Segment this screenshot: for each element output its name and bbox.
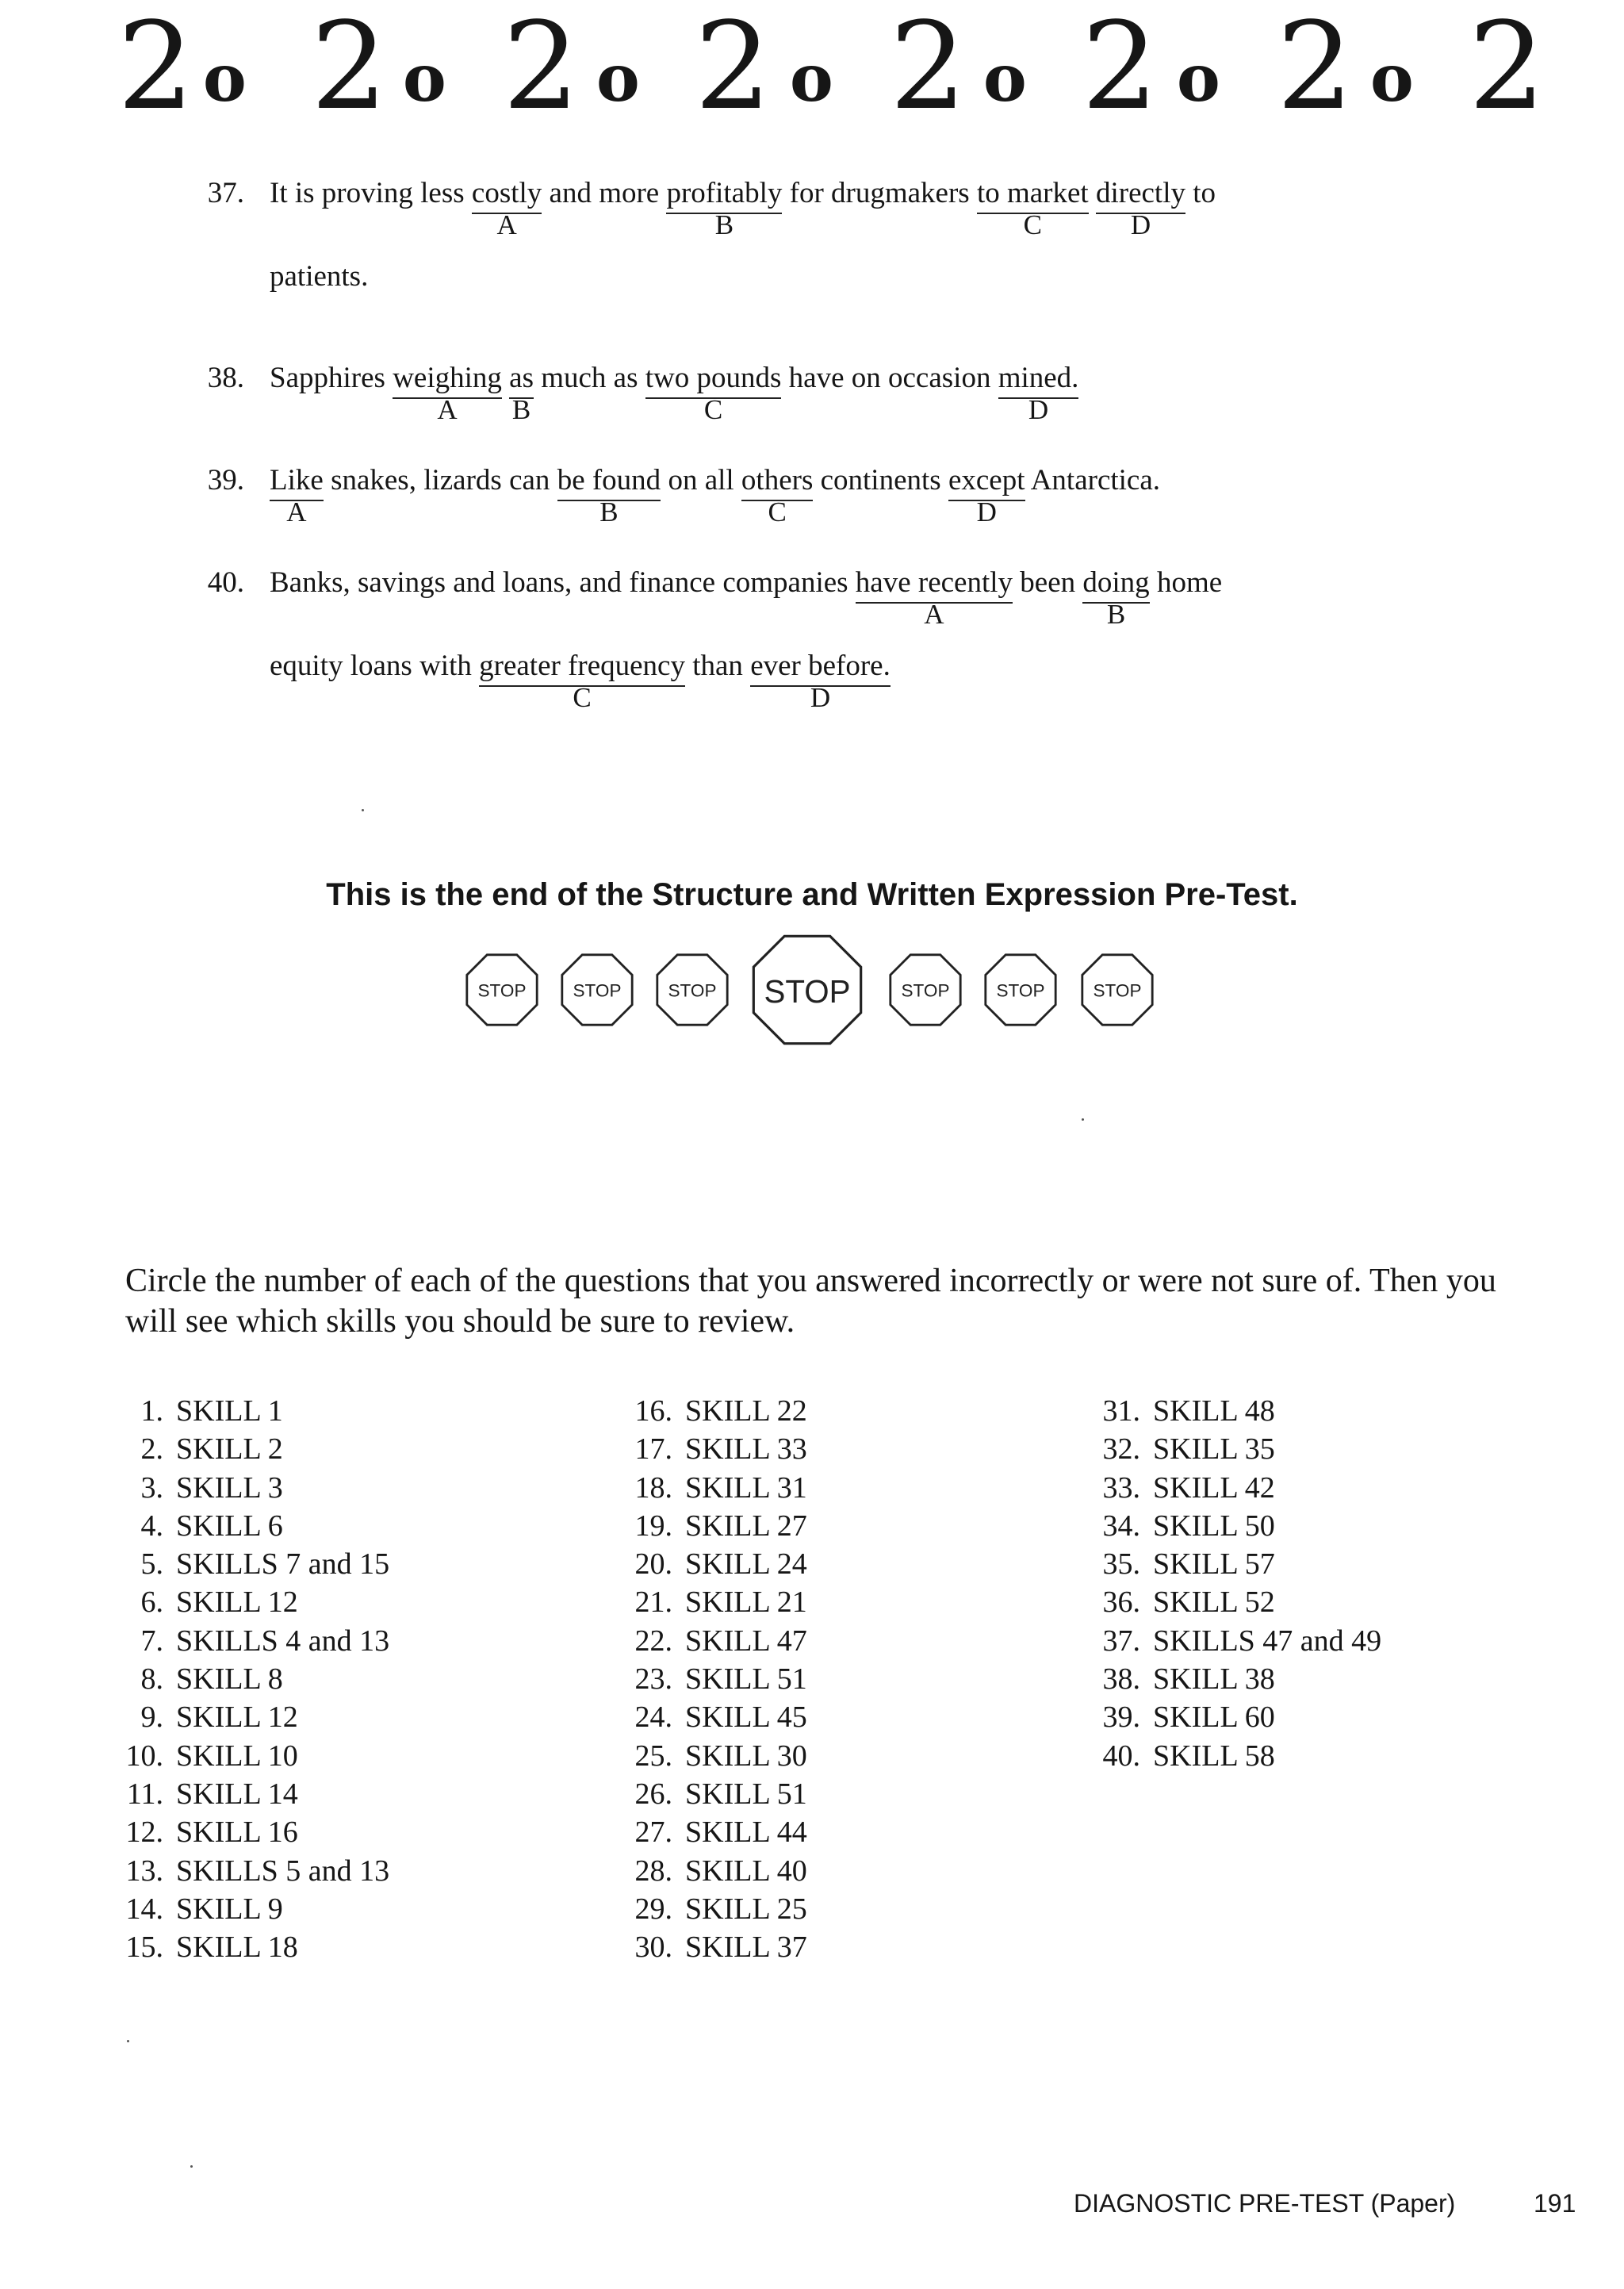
header-digit-two: 2	[503, 0, 580, 136]
skill-question-number: 8.	[140, 1662, 163, 1697]
header-circle-glyph: o	[1370, 40, 1414, 117]
question-text: and more	[542, 177, 667, 209]
skill-question-number: 21.	[634, 1585, 672, 1620]
header-digit-two: 2	[1469, 0, 1545, 136]
header-circle-glyph: o	[790, 40, 833, 117]
skill-question-number: 19.	[634, 1509, 672, 1543]
footer-section-title: DIAGNOSTIC PRE-TEST (Paper)	[1074, 2189, 1456, 2218]
skill-reference: SKILL 25	[685, 1892, 807, 1926]
option-letter: A	[924, 599, 944, 630]
question-text	[1089, 177, 1096, 209]
question-text: continents	[813, 464, 948, 497]
option-letter: C	[703, 394, 723, 425]
skill-reference: SKILL 35	[1153, 1432, 1275, 1467]
underlined-option	[270, 463, 324, 527]
skill-list-item	[125, 1852, 389, 1890]
question-number: 39.	[207, 464, 244, 497]
question-text: much as	[533, 362, 645, 394]
skill-question-number: 33.	[1102, 1470, 1140, 1505]
stop-sign	[888, 953, 963, 1027]
skill-question-number: 36.	[1102, 1585, 1140, 1620]
skill-list-item	[125, 1469, 389, 1507]
skill-question-number: 34.	[1102, 1509, 1140, 1543]
header-digit-two: 2	[1082, 0, 1159, 136]
skill-question-number: 25.	[634, 1739, 672, 1773]
skill-list-item	[617, 1737, 807, 1775]
question-text: to	[1185, 177, 1216, 209]
option-letter: C	[1023, 209, 1043, 240]
question-text: Antarctica.	[1025, 464, 1161, 497]
skill-question-number: 10.	[125, 1739, 163, 1773]
header-digit-two: 2	[1277, 0, 1354, 136]
option-letter: D	[1130, 209, 1151, 240]
option-letter: A	[286, 497, 307, 527]
skill-reference: SKILL 12	[176, 1700, 298, 1735]
option-letter: A	[437, 394, 458, 425]
skill-reference: SKILL 47	[685, 1624, 807, 1658]
option-letter: B	[714, 209, 734, 240]
header-digit-two: 2	[695, 0, 772, 136]
skill-reference: SKILL 37	[685, 1931, 807, 1965]
underlined-option	[976, 176, 1089, 240]
stop-sign	[655, 953, 730, 1027]
question-number: 38.	[207, 362, 244, 394]
skill-list-item	[617, 1813, 807, 1851]
skill-question-number: 38.	[1102, 1662, 1140, 1697]
question-text: home	[1149, 566, 1223, 599]
underlined-option	[393, 361, 502, 425]
skill-reference: SKILL 16	[176, 1815, 298, 1850]
skill-reference: SKILL 33	[685, 1432, 807, 1467]
skill-question-number: 22.	[634, 1624, 672, 1658]
scan-speck	[1082, 1118, 1084, 1121]
skill-list-item	[617, 1660, 807, 1698]
skill-reference: SKILL 38	[1153, 1662, 1275, 1697]
skill-question-number: 2.	[140, 1432, 163, 1467]
scan-speck	[127, 2040, 129, 2042]
skill-list-item	[125, 1507, 389, 1545]
skill-list-item	[617, 1469, 807, 1507]
skill-list-item	[1085, 1392, 1381, 1430]
skill-list-item	[1085, 1545, 1381, 1583]
skills-column-3	[1085, 1392, 1381, 1775]
footer-page-number: 191	[1534, 2189, 1576, 2218]
option-text: be found	[557, 464, 661, 497]
stop-sign	[1080, 953, 1155, 1027]
skill-reference: SKILL 60	[1153, 1700, 1275, 1735]
skill-reference: SKILL 57	[1153, 1547, 1275, 1582]
skill-reference: SKILL 24	[685, 1547, 807, 1582]
end-of-section-notice: This is the end of the Structure and Written Expression Pre-Test.	[326, 877, 1298, 912]
underlined-option	[1095, 176, 1185, 240]
header-circle-glyph: o	[983, 40, 1027, 117]
header-circle-glyph: o	[203, 40, 247, 117]
option-text: directly	[1095, 177, 1185, 209]
stop-sign	[465, 953, 539, 1027]
skill-list-item	[1085, 1698, 1381, 1736]
skills-column-1	[125, 1392, 389, 1966]
option-text: weighing	[393, 362, 502, 394]
question-text: have on occasion	[781, 362, 998, 394]
option-text: others	[741, 464, 814, 497]
stop-label: STOP	[573, 980, 622, 1001]
skill-reference: SKILLS 5 and 13	[176, 1854, 390, 1888]
question-text-line	[270, 361, 1079, 425]
skill-reference: SKILL 9	[176, 1892, 283, 1926]
skill-reference: SKILL 44	[685, 1815, 807, 1850]
skill-reference: SKILL 10	[176, 1739, 298, 1773]
skill-list-item	[125, 1698, 389, 1736]
underlined-option	[855, 566, 1013, 630]
skill-reference: SKILL 1	[176, 1394, 283, 1428]
option-letter: D	[976, 497, 997, 527]
underlined-option	[750, 649, 891, 713]
question-text: for drugmakers	[782, 177, 977, 209]
option-text: two pounds	[645, 362, 782, 394]
option-text: greater frequency	[479, 650, 685, 682]
stop-sign-large	[750, 933, 864, 1047]
skill-question-number: 29.	[634, 1892, 672, 1926]
header-circle-glyph: o	[1177, 40, 1220, 117]
skill-list-item	[1085, 1622, 1381, 1660]
skill-reference: SKILL 2	[176, 1432, 283, 1467]
skill-question-number: 13.	[125, 1854, 163, 1888]
skill-reference: SKILL 12	[176, 1585, 298, 1620]
underlined-option	[741, 463, 814, 527]
skill-list-item	[617, 1928, 807, 1966]
option-letter: D	[810, 682, 831, 713]
skill-list-item	[617, 1698, 807, 1736]
skill-list-item	[125, 1890, 389, 1928]
skill-question-number: 35.	[1102, 1547, 1140, 1582]
skill-list-item	[125, 1660, 389, 1698]
skill-question-number: 27.	[634, 1815, 672, 1850]
question-text: Banks, savings and loans, and finance companies	[270, 566, 856, 599]
skill-reference: SKILL 6	[176, 1509, 283, 1543]
skill-list-item	[617, 1430, 807, 1468]
stop-label: STOP	[764, 972, 851, 1010]
question-text: been	[1013, 566, 1083, 599]
question-text	[502, 362, 509, 394]
skill-question-number: 9.	[140, 1700, 163, 1735]
skill-list-item	[1085, 1430, 1381, 1468]
skill-reference: SKILL 45	[685, 1700, 807, 1735]
question-number: 37.	[207, 177, 244, 209]
skill-question-number: 18.	[634, 1470, 672, 1505]
option-letter: C	[573, 682, 592, 713]
skill-list-item	[1085, 1583, 1381, 1621]
skill-question-number: 15.	[125, 1931, 163, 1965]
option-text: profitably	[666, 177, 783, 209]
skill-reference: SKILL 52	[1153, 1585, 1275, 1620]
skill-list-item	[125, 1545, 389, 1583]
skill-question-number: 16.	[634, 1394, 672, 1428]
skill-list-item	[617, 1507, 807, 1545]
skill-reference: SKILL 50	[1153, 1509, 1275, 1543]
skill-question-number: 4.	[140, 1509, 163, 1543]
option-text: to market	[976, 177, 1089, 209]
skill-question-number: 17.	[634, 1432, 672, 1467]
header-digit-two: 2	[890, 0, 967, 136]
skill-reference: SKILLS 4 and 13	[176, 1624, 390, 1658]
skill-reference: SKILL 51	[685, 1662, 807, 1697]
skill-question-number: 20.	[634, 1547, 672, 1582]
skill-question-number: 14.	[125, 1892, 163, 1926]
skill-reference: SKILL 18	[176, 1931, 298, 1965]
skill-reference: SKILL 31	[685, 1470, 807, 1505]
skill-question-number: 6.	[140, 1585, 163, 1620]
skill-reference: SKILL 8	[176, 1662, 283, 1697]
skill-reference: SKILL 27	[685, 1509, 807, 1543]
skill-list-item	[1085, 1469, 1381, 1507]
underlined-option	[645, 361, 782, 425]
option-text: doing	[1082, 566, 1150, 599]
skill-list-item	[617, 1622, 807, 1660]
option-text: except	[948, 464, 1025, 497]
skill-question-number: 39.	[1102, 1700, 1140, 1735]
question-text: snakes, lizards can	[323, 464, 557, 497]
skill-list-item	[125, 1622, 389, 1660]
skill-reference: SKILL 30	[685, 1739, 807, 1773]
skill-question-number: 28.	[634, 1854, 672, 1888]
underlined-option	[471, 176, 542, 240]
skill-list-item	[125, 1813, 389, 1851]
option-text: Like	[270, 464, 324, 497]
skill-question-number: 1.	[140, 1394, 163, 1428]
option-letter: A	[496, 209, 517, 240]
skill-list-item	[125, 1928, 389, 1966]
scan-speck	[190, 2165, 193, 2168]
underlined-option	[1082, 566, 1150, 630]
skills-column-2	[617, 1392, 807, 1966]
underlined-option	[479, 649, 685, 713]
option-text: mined.	[998, 362, 1079, 394]
question-text-line	[270, 649, 891, 713]
skill-reference: SKILL 48	[1153, 1394, 1275, 1428]
stop-label: STOP	[901, 980, 950, 1001]
option-letter: B	[511, 394, 531, 425]
scan-speck	[362, 809, 364, 811]
skill-reference: SKILL 14	[176, 1777, 298, 1811]
skill-question-number: 37.	[1102, 1624, 1140, 1658]
header-digit-two: 2	[311, 0, 388, 136]
question-text: than	[684, 650, 751, 682]
skill-list-item	[617, 1583, 807, 1621]
skill-question-number: 3.	[140, 1470, 163, 1505]
skill-reference: SKILLS 7 and 15	[176, 1547, 390, 1582]
stop-label: STOP	[477, 980, 527, 1001]
skill-list-item	[1085, 1660, 1381, 1698]
skill-list-item	[125, 1392, 389, 1430]
underlined-option	[557, 463, 661, 527]
skill-question-number: 40.	[1102, 1739, 1140, 1773]
option-text: have recently	[855, 566, 1013, 599]
skill-question-number: 31.	[1102, 1394, 1140, 1428]
option-letter: D	[1028, 394, 1049, 425]
skill-list-item	[617, 1775, 807, 1813]
review-instructions: Circle the number of each of the questions that you answered incorrectly or were not sure of. Then you will see which skills you should be sure to review.	[125, 1263, 1496, 1340]
skill-list-item	[1085, 1737, 1381, 1775]
section-header-band	[0, 0, 1624, 136]
question-text-line	[270, 176, 1216, 240]
stop-label: STOP	[668, 980, 717, 1001]
skill-reference: SKILL 22	[685, 1394, 807, 1428]
skill-list-item	[125, 1583, 389, 1621]
option-letter: C	[768, 497, 787, 527]
option-text: costly	[471, 177, 542, 209]
skill-reference: SKILL 3	[176, 1470, 283, 1505]
skill-question-number: 11.	[126, 1777, 163, 1811]
skill-question-number: 12.	[125, 1815, 163, 1850]
stop-sign	[560, 953, 634, 1027]
skill-reference: SKILL 40	[685, 1854, 807, 1888]
skill-list-item	[125, 1430, 389, 1468]
skill-question-number: 32.	[1102, 1432, 1140, 1467]
underlined-option	[998, 361, 1079, 425]
skill-reference: SKILL 21	[685, 1585, 807, 1620]
skill-question-number: 30.	[634, 1931, 672, 1965]
underlined-option	[666, 176, 783, 240]
option-text: ever before.	[750, 650, 891, 682]
skill-list-item	[617, 1545, 807, 1583]
option-letter: B	[599, 497, 619, 527]
stop-label: STOP	[1093, 980, 1142, 1001]
skill-list-item	[617, 1392, 807, 1430]
question-text: on all	[661, 464, 741, 497]
option-letter: B	[1106, 599, 1126, 630]
skill-list-item	[125, 1737, 389, 1775]
skill-list-item	[617, 1852, 807, 1890]
underlined-option	[948, 463, 1025, 527]
question-text: equity loans with	[270, 650, 480, 682]
skill-reference: SKILL 42	[1153, 1470, 1275, 1505]
skill-list-item	[1085, 1507, 1381, 1545]
skill-question-number: 7.	[140, 1624, 163, 1658]
stop-label: STOP	[996, 980, 1045, 1001]
question-text: It is proving less	[270, 177, 472, 209]
header-circle-glyph: o	[596, 40, 640, 117]
question-text: Sapphires	[270, 362, 393, 394]
skill-question-number: 5.	[140, 1547, 163, 1582]
skill-question-number: 24.	[634, 1700, 672, 1735]
question-text-line	[270, 566, 1223, 630]
skill-reference: SKILL 58	[1153, 1739, 1275, 1773]
header-digit-two: 2	[117, 0, 194, 136]
question-number: 40.	[207, 566, 244, 599]
skill-question-number: 26.	[634, 1777, 672, 1811]
question-text-line	[270, 259, 368, 294]
header-circle-glyph: o	[403, 40, 446, 117]
skill-question-number: 23.	[634, 1662, 672, 1697]
skill-list-item	[617, 1890, 807, 1928]
stop-signs-row	[0, 933, 1624, 1060]
stop-sign	[983, 953, 1058, 1027]
question-text: patients.	[270, 260, 369, 293]
option-text: as	[509, 362, 534, 394]
skill-reference: SKILLS 47 and 49	[1153, 1624, 1382, 1658]
skill-reference: SKILL 51	[685, 1777, 807, 1811]
question-text-line	[270, 463, 1161, 527]
underlined-option	[509, 361, 534, 425]
skill-list-item	[125, 1775, 389, 1813]
